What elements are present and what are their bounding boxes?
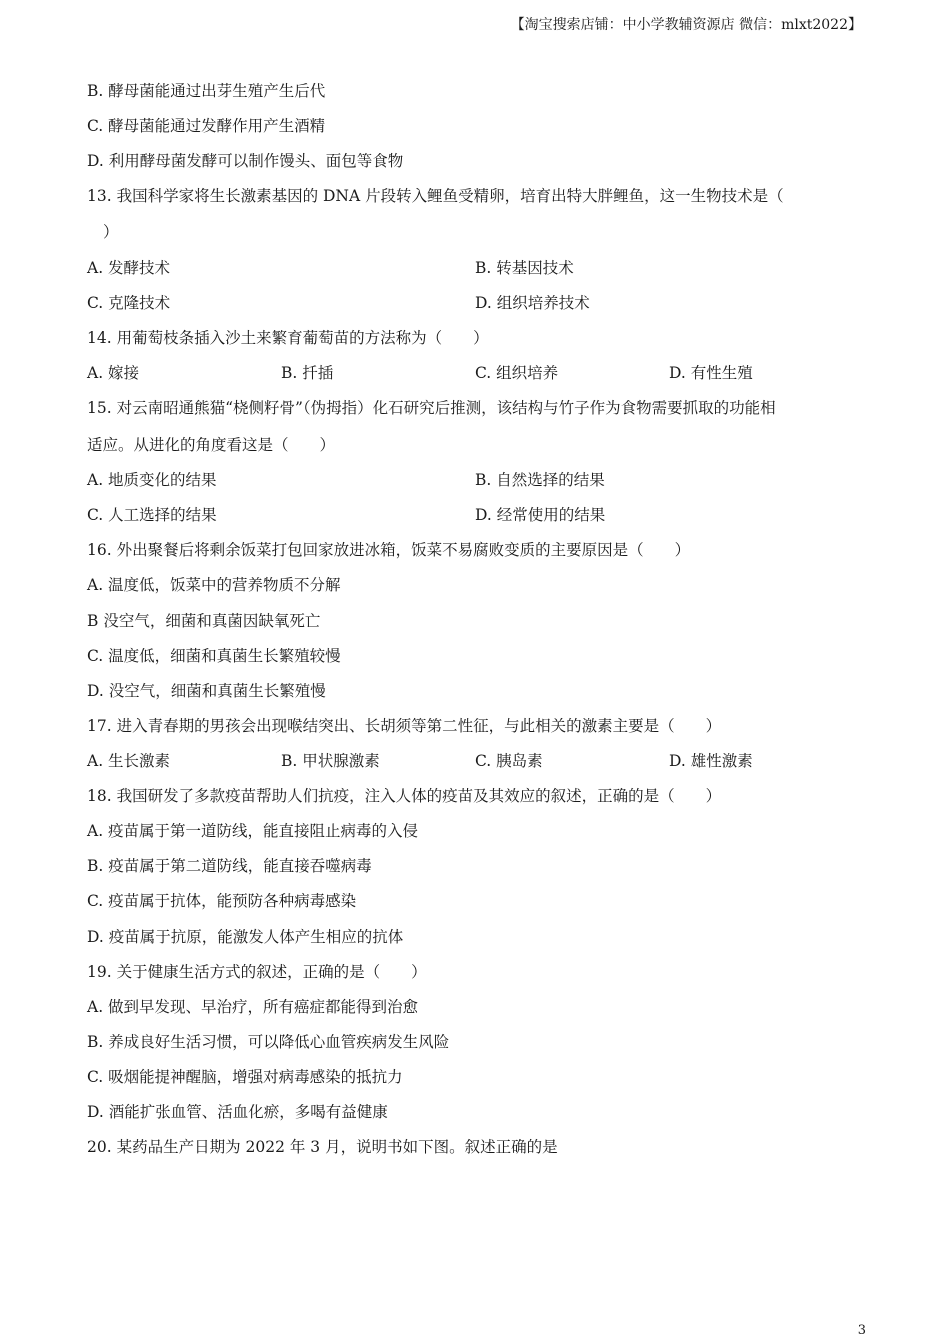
q17-option-d: D. 雄性激素	[669, 752, 753, 770]
q13-option-c: C. 克隆技术	[87, 294, 171, 312]
q16-option-a: A. 温度低，饭菜中的营养物质不分解	[87, 576, 341, 594]
q18-stem: 18. 我国研发了多款疫苗帮助人们抗疫，注入人体的疫苗及其效应的叙述，正确的是（ ）	[87, 787, 722, 805]
q16-option-c: C. 温度低，细菌和真菌生长繁殖较慢	[87, 647, 341, 665]
q13-stem-continued: ）	[103, 223, 119, 241]
page-header: 【淘宝搜索店铺：中小学教辅资源店 微信：mlxt2022】	[510, 17, 862, 33]
q12-option-b: B. 酵母菌能通过出芽生殖产生后代	[87, 82, 326, 100]
q18-option-c: C. 疫苗属于抗体，能预防各种病毒感染	[87, 892, 357, 910]
q14-stem: 14. 用葡萄枝条插入沙土来繁育葡萄苗的方法称为（ ）	[87, 329, 489, 347]
q15-option-a: A. 地质变化的结果	[87, 471, 217, 489]
q13-option-a: A. 发酵技术	[87, 259, 171, 277]
q13-stem: 13. 我国科学家将生长激素基因的 DNA 片段转入鲤鱼受精卵，培育出特大胖鲤鱼，这一生物技术是（	[87, 187, 784, 205]
q18-option-d: D. 疫苗属于抗原，能激发人体产生相应的抗体	[87, 928, 404, 946]
q16-stem: 16. 外出聚餐后将剩余饭菜打包回家放进冰箱，饭菜不易腐败变质的主要原因是（ ）	[87, 541, 691, 559]
q17-option-a: A. 生长激素	[87, 752, 171, 770]
q14-option-b: B. 扦插	[281, 364, 334, 382]
q19-option-b: B. 养成良好生活习惯，可以降低心血管疾病发生风险	[87, 1033, 450, 1051]
q15-stem-continued: 适应。从进化的角度看这是（ ）	[87, 436, 336, 454]
q19-option-d: D. 酒能扩张血管、活血化瘀，多喝有益健康	[87, 1103, 388, 1121]
q15-option-b: B. 自然选择的结果	[475, 471, 605, 489]
q14-option-c: C. 组织培养	[475, 364, 559, 382]
q18-option-a: A. 疫苗属于第一道防线，能直接阻止病毒的入侵	[87, 822, 419, 840]
q14-option-a: A. 嫁接	[87, 364, 140, 382]
page-number: 3	[857, 1323, 866, 1338]
q19-option-c: C. 吸烟能提神醒脑，增强对病毒感染的抵抗力	[87, 1068, 403, 1086]
q14-option-d: D. 有性生殖	[669, 364, 753, 382]
q20-stem: 20. 某药品生产日期为 2022 年 3 月，说明书如下图。叙述正确的是	[87, 1138, 558, 1156]
q17-option-b: B. 甲状腺激素	[281, 752, 380, 770]
q12-option-c: C. 酵母菌能通过发酵作用产生酒精	[87, 117, 326, 135]
q18-option-b: B. 疫苗属于第二道防线，能直接吞噬病毒	[87, 857, 372, 875]
q15-option-c: C. 人工选择的结果	[87, 506, 217, 524]
q13-option-b: B. 转基因技术	[475, 259, 574, 277]
q19-stem: 19. 关于健康生活方式的叙述，正确的是（ ）	[87, 963, 427, 981]
q19-option-a: A. 做到早发现、早治疗，所有癌症都能得到治愈	[87, 998, 419, 1016]
q17-stem: 17. 进入青春期的男孩会出现喉结突出、长胡须等第二性征，与此相关的激素主要是（ ）	[87, 717, 722, 735]
q15-option-d: D. 经常使用的结果	[475, 506, 606, 524]
q17-option-c: C. 胰岛素	[475, 752, 543, 770]
q16-option-b: B 没空气，细菌和真菌因缺氧死亡	[87, 612, 321, 630]
q12-option-d: D. 利用酵母菌发酵可以制作馒头、面包等食物	[87, 152, 404, 170]
q15-stem: 15. 对云南昭通熊猫“桡侧籽骨”（伪拇指）化石研究后推测，该结构与竹子作为食物需要抓取的功能相	[87, 399, 776, 417]
q13-option-d: D. 组织培养技术	[475, 294, 590, 312]
q16-option-d: D. 没空气，细菌和真菌生长繁殖慢	[87, 682, 326, 700]
